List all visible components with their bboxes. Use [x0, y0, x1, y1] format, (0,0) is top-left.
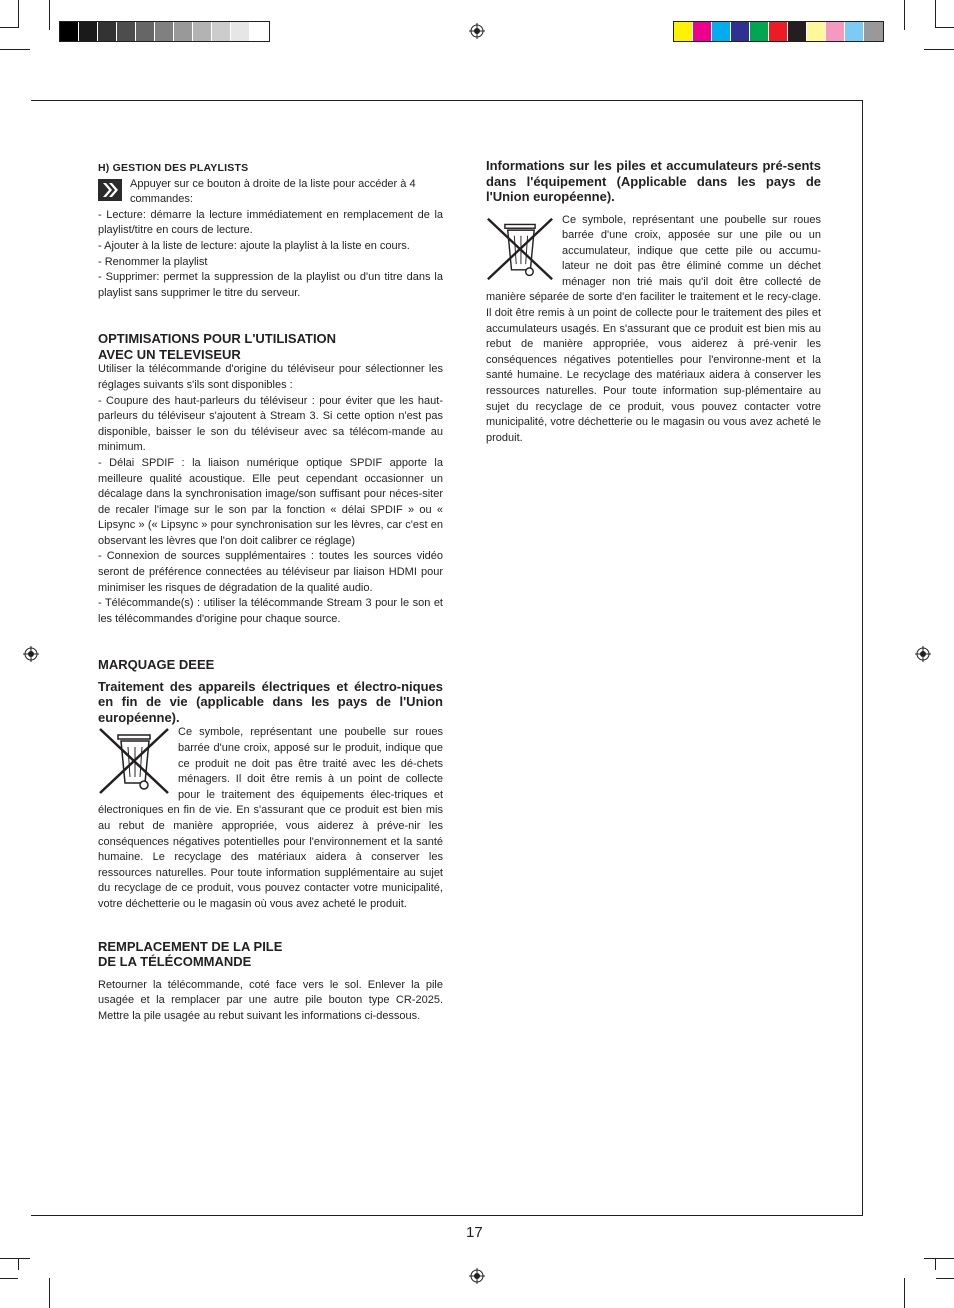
color-swatch — [193, 22, 212, 41]
paragraph: Utiliser la télécommande d'origine du téléviseur pour sélectionner les réglages suivants s'ils sont disponibles : — [98, 363, 443, 391]
battery-replacement-section — [98, 939, 443, 1025]
crop-mark — [904, 1278, 905, 1308]
color-swatch — [769, 22, 788, 41]
grayscale-swatch-bar — [59, 21, 270, 42]
batteries-heading: Informations sur les piles et accumulateurs pré-sents dans l'équipement (Applicable dans les pays de l'Union européenne). — [486, 158, 821, 204]
deee-subheading: Traitement des appareils électriques et électro-niques en fin de vie (applicable dans les pays de l'Union européenne). — [98, 678, 443, 725]
tv-optimisation-section — [98, 331, 443, 627]
deee-heading: MARQUAGE DEEE — [98, 657, 215, 673]
left-column — [98, 161, 443, 1024]
batteries-section — [486, 158, 821, 446]
color-swatch — [117, 22, 136, 41]
crop-mark — [904, 0, 905, 30]
tv-heading — [98, 331, 443, 362]
battery-replace-text: Retourner la télécommande, coté face vers le sol. Enlever la pile usagée et la remplacer par une autre pile bouton type CR-2025. Mettre la pile usagée au rebut suivant les informations ci-dessous. — [98, 978, 443, 1022]
deee-section — [98, 657, 443, 912]
page-frame-bottom — [31, 1215, 863, 1216]
playlists-section — [98, 161, 443, 301]
crop-mark — [936, 1278, 954, 1279]
tv-heading-line1: OPTIMISATIONS POUR L'UTILISATION — [98, 331, 337, 347]
color-swatch — [674, 22, 693, 41]
color-swatch — [60, 22, 79, 41]
batteries-text: Ce symbole, représentant une poubelle sur roues barrée d'une croix, apposée sur une pile ou un accumulateur, indique que cette pile ou accumu-lateur ne doit pas être éliminé comme un déchet ménager non trié mais qu'il doit être collecté de manière séparée de sorte d'en faciliter le traitement et le recy-clage. Il doit être remis à un point de collecte pour le traitement des piles et accumulateurs usagés. En s'assurant que ce produit est bien mis au rebut de manière appropriée, vous aiderez à pré-venir les conséquences négatives potentielles pour l'environne-ment et la santé humaine. Le recyclage des matériaux aidera à conserver les ressources naturelles. Pour toute information sup-plémentaire au sujet du recyclage de ce produit, vous pouvez contacter votre municipalité, votre déchetterie ou le magasin ou vous avez acheté le produit. — [486, 213, 821, 444]
color-swatch — [712, 22, 731, 41]
color-swatch — [826, 22, 845, 41]
color-swatch — [250, 22, 269, 41]
color-swatch — [693, 22, 712, 41]
battery-replace-heading — [98, 939, 443, 970]
color-swatch-bar — [673, 21, 884, 42]
page-number: 17 — [466, 1224, 483, 1241]
registration-mark-icon — [915, 646, 931, 662]
page-frame-top — [31, 100, 863, 101]
color-swatch — [864, 22, 883, 41]
color-swatch — [212, 22, 231, 41]
page-frame-right — [862, 100, 863, 1216]
color-swatch — [155, 22, 174, 41]
color-swatch — [788, 22, 807, 41]
color-swatch — [98, 22, 117, 41]
crop-mark — [49, 0, 50, 30]
color-swatch — [807, 22, 826, 41]
crop-mark — [0, 1278, 18, 1279]
playlists-heading: H) GESTION DES PLAYLISTS — [98, 162, 249, 174]
color-swatch — [174, 22, 193, 41]
color-swatch — [731, 22, 750, 41]
list-item: - Lecture: démarre la lecture immédiatement en remplacement de la playlist/titre en cours de lecture. — [98, 208, 443, 237]
playlists-intro: Appuyer sur ce bouton à droite de la liste pour accéder à 4 commandes: — [130, 177, 416, 206]
paragraph: - Connexion de sources supplémentaires : toutes les sources vidéo seront de préférence connectées au téléviseur par liaison HDMI pour minimiser les risques de dégradation de la qualité audio. — [98, 550, 443, 594]
color-swatch — [231, 22, 250, 41]
registration-mark-icon — [469, 23, 485, 39]
paragraph: - Coupure des haut-parleurs du téléviseur : pour éviter que les haut-parleurs du téléviseur s'ajoutent à Stream 3. Si cette option n'est pas disponible, baisser le son du téléviseur avec sa télécom-mande au minimum. — [98, 394, 443, 454]
color-swatch — [79, 22, 98, 41]
crop-mark — [18, 0, 19, 28]
double-chevron-right-icon — [98, 179, 122, 201]
crop-mark — [936, 27, 954, 28]
paragraph: - Télécommande(s) : utiliser la télécommande Stream 3 pour le son et les télécommandes d'origine pour chaque source. — [98, 597, 443, 625]
registration-mark-icon — [23, 646, 39, 662]
crop-mark — [0, 49, 30, 50]
crossed-wheelie-bin-icon — [98, 727, 170, 795]
crop-mark — [0, 1258, 30, 1259]
list-item: - Renommer la playlist — [98, 255, 208, 268]
color-swatch — [136, 22, 155, 41]
battery-replace-heading-line2: DE LA TÉLÉCOMMANDE — [98, 954, 252, 970]
right-column — [486, 158, 821, 446]
crop-mark — [49, 1278, 50, 1308]
crop-mark — [924, 1258, 954, 1259]
color-swatch — [750, 22, 769, 41]
tv-heading-line2: AVEC UN TELEVISEUR — [98, 346, 241, 362]
crop-mark — [935, 1258, 936, 1270]
crop-mark — [0, 27, 18, 28]
deee-text: Ce symbole, représentant une poubelle sur roues barrée d'une croix, apposé sur le produit, indique que ce produit ne doit pas être traité avec les dé-chets ménagers. Il doit être remis à un point de collecte pour le traitement des équipements élec-triques et électroniques en fin de vie. En s'assurant que ce produit est bien mis au rebut de manière appropriée, vous aiderez à préve-nir les conséquences négatives potentielles pour l'environnement et la santé humaine. Le recyclage des matériaux aidera à conserver les ressources naturelles. Pour toute information supplémentaire au sujet du recyclage de ce produit, vous pouvez contacter votre municipalité, votre déchetterie ou le magasin où vous avez acheté le produit. — [98, 726, 443, 910]
battery-replace-heading-line1: REMPLACEMENT DE LA PILE — [98, 938, 283, 954]
crossed-wheelie-bin-icon — [486, 215, 554, 283]
list-item: - Supprimer: permet la suppression de la playlist ou d'un titre dans la playlist sans supprimer le titre du serveur. — [98, 271, 443, 299]
crop-mark — [935, 0, 936, 28]
registration-mark-icon — [469, 1268, 485, 1284]
crop-mark — [924, 49, 954, 50]
paragraph: - Délai SPDIF : la liaison numérique optique SPDIF apporte la meilleure qualité acoustique. Elle peut cependant occasionner un décalage dans la synchronisation image/son suffisant pour néces-siter de recaler l'image sur le son par la fonction « délai SPDIF » ou « Lipsync » (« Lipsync » pour synchronisation sur les lèvres, car c'est en observant les lèvres que l'on doit calibrer ce réglage) — [98, 456, 443, 547]
color-swatch — [845, 22, 864, 41]
list-item: - Ajouter à la liste de lecture: ajoute la playlist à la liste en cours. — [98, 239, 410, 252]
crop-mark — [18, 1258, 19, 1270]
